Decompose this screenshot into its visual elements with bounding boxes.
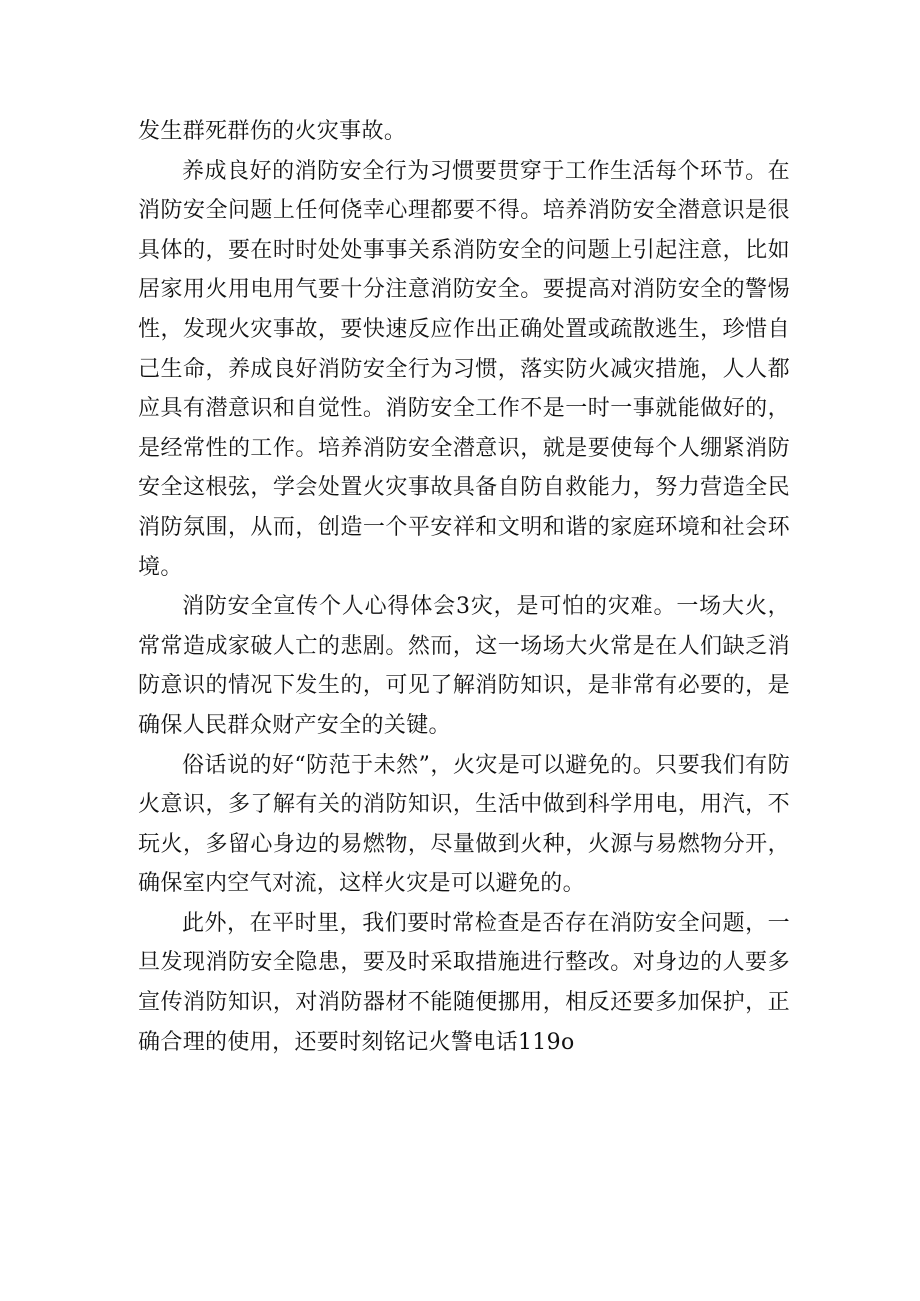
paragraph-4: 俗话说的好“防范于未然”，火灾是可以避免的。只要我们有防火意识，多了解有关的消防知识，生活中做到科学用电，用汽，不玩火，多留心身边的易燃物，尽量做到火种，火源与易燃物分开，确保室内空气对流，这样火灾是可以避免的。 (138, 752, 790, 897)
paragraph-1: 发生群死群伤的火灾事故。 (138, 119, 407, 144)
paragraph-3: 消防安全宣传个人心得体会3灾，是可怕的灾难。一场大火，常常造成家破人亡的悲剧。然而，这一场场大火常是在人们缺乏消防意识的情况下发生的，可见了解消防知识，是非常有必要的，是确保人民群众财产安全的关键。 (138, 594, 790, 738)
document-body (138, 112, 790, 1062)
paragraph-2: 养成良好的消防安全行为习惯要贯穿于工作生活每个环节。在消防安全问题上任何侥幸心理都要不得。培养消防安全潜意识是很具体的，要在时时处处事事关系消防安全的问题上引起注意，比如居家用火用电用气要十分注意消防安全。要提高对消防安全的警惕性，发现火灾事故，要快速反应作出正确处置或疏散逃生，珍惜自己生命，养成良好消防安全行为习惯，落实防火减灾措施，人人都应具有潜意识和自觉性。消防安全工作不是一时一事就能做好的，是经常性的工作。培养消防安全潜意识，就是要使每个人绷紧消防安全这根弦，学会处置火灾事故具备自防自救能力，努力营造全民消防氛围，从而，创造一个平安祥和文明和谐的家庭环境和社会环境。 (138, 158, 790, 580)
paragraph-5: 此外，在平时里，我们要时常检查是否存在消防安全问题，一旦发现消防安全隐患，要及时采取措施进行整改。对身边的人要多宣传消防知识，对消防器材不能随便挪用，相反还要多加保护，正确合理的使用，还要时刻铭记火警电话119o (138, 910, 790, 1055)
